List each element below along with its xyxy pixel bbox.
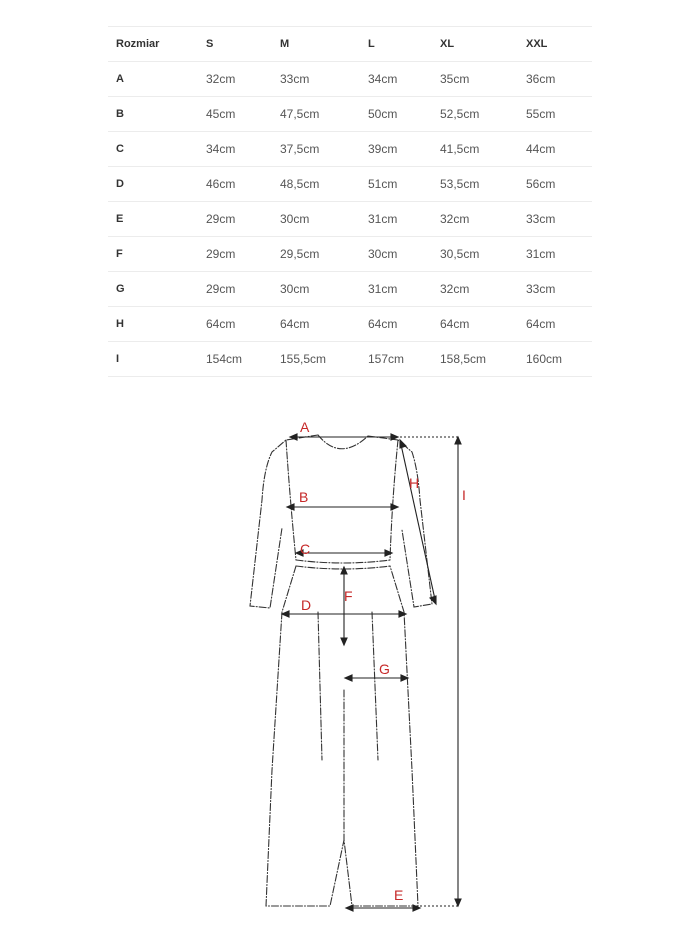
table-cell: 34cm [368,62,440,97]
label-c: C [300,541,311,557]
table-cell: 33cm [526,202,592,237]
label-f: F [344,588,353,604]
arrowhead [399,611,406,617]
row-label: A [108,62,206,97]
table-cell: 36cm [526,62,592,97]
table-cell: 64cm [206,307,280,342]
row-label: F [108,237,206,272]
table-cell: 29cm [206,237,280,272]
header-s: S [206,27,280,62]
row-label: I [108,342,206,377]
arrowhead [385,550,392,556]
table-cell: 48,5cm [280,167,368,202]
arrowhead [345,675,352,681]
table-cell: 33cm [526,272,592,307]
table-cell: 30cm [280,202,368,237]
table-cell: 45cm [206,97,280,132]
table-cell: 158,5cm [440,342,526,377]
table-row [108,307,592,342]
table-cell: 50cm [368,97,440,132]
table-cell: 32cm [440,202,526,237]
header-l: L [368,27,440,62]
table-row [108,97,592,132]
table-cell: 30cm [280,272,368,307]
table-cell: 160cm [526,342,592,377]
measurement-lines [282,434,461,911]
row-label: D [108,167,206,202]
arrowhead [455,899,461,906]
table-row [108,202,592,237]
row-label: C [108,132,206,167]
table-cell: 53,5cm [440,167,526,202]
table-cell: 39cm [368,132,440,167]
row-label: G [108,272,206,307]
table-row [108,342,592,377]
table-cell: 64cm [440,307,526,342]
jumpsuit-outline [250,435,432,906]
table-cell: 29,5cm [280,237,368,272]
header-rozmiar: Rozmiar [108,27,206,62]
table-cell: 64cm [526,307,592,342]
row-label: B [108,97,206,132]
label-g: G [379,661,390,677]
row-label: H [108,307,206,342]
table-cell: 64cm [368,307,440,342]
table-cell: 35cm [440,62,526,97]
arrowhead [430,596,436,604]
table-cell: 32cm [206,62,280,97]
header-m: M [280,27,368,62]
table-cell: 52,5cm [440,97,526,132]
measure-line-h [400,440,436,604]
table-row [108,62,592,97]
table-body [108,62,592,377]
row-label: E [108,202,206,237]
arrowhead [282,611,289,617]
table-header-row [108,27,592,62]
table-cell: 31cm [368,272,440,307]
arrowhead [400,440,406,448]
table-cell: 29cm [206,272,280,307]
size-table [108,26,592,377]
arrowhead [341,567,347,574]
label-e: E [394,887,404,903]
table-row [108,237,592,272]
arrowhead [346,905,353,911]
table-cell: 31cm [368,202,440,237]
table-cell: 41,5cm [440,132,526,167]
arrowhead [455,437,461,444]
table-cell: 157cm [368,342,440,377]
table-cell: 30,5cm [440,237,526,272]
table-cell: 32cm [440,272,526,307]
label-h: H [409,475,420,491]
table-row [108,272,592,307]
table-row [108,167,592,202]
table-cell: 56cm [526,167,592,202]
table-cell: 46cm [206,167,280,202]
arrowhead [391,504,398,510]
jumpsuit-measurement-diagram [230,405,490,925]
table-cell: 30cm [368,237,440,272]
table-row [108,132,592,167]
table-cell: 47,5cm [280,97,368,132]
label-d: D [301,597,312,613]
header-xl: XL [440,27,526,62]
label-a: A [300,419,310,435]
table-cell: 154cm [206,342,280,377]
table-cell: 155,5cm [280,342,368,377]
table-cell: 34cm [206,132,280,167]
table-cell: 64cm [280,307,368,342]
table-cell: 44cm [526,132,592,167]
arrowhead [341,638,347,645]
table-cell: 37,5cm [280,132,368,167]
table-cell: 33cm [280,62,368,97]
table-cell: 51cm [368,167,440,202]
table-cell: 31cm [526,237,592,272]
label-i: I [462,487,466,503]
header-xxl: XXL [526,27,592,62]
table-cell: 55cm [526,97,592,132]
measurement-labels [299,419,466,903]
table-cell: 29cm [206,202,280,237]
label-b: B [299,489,309,505]
